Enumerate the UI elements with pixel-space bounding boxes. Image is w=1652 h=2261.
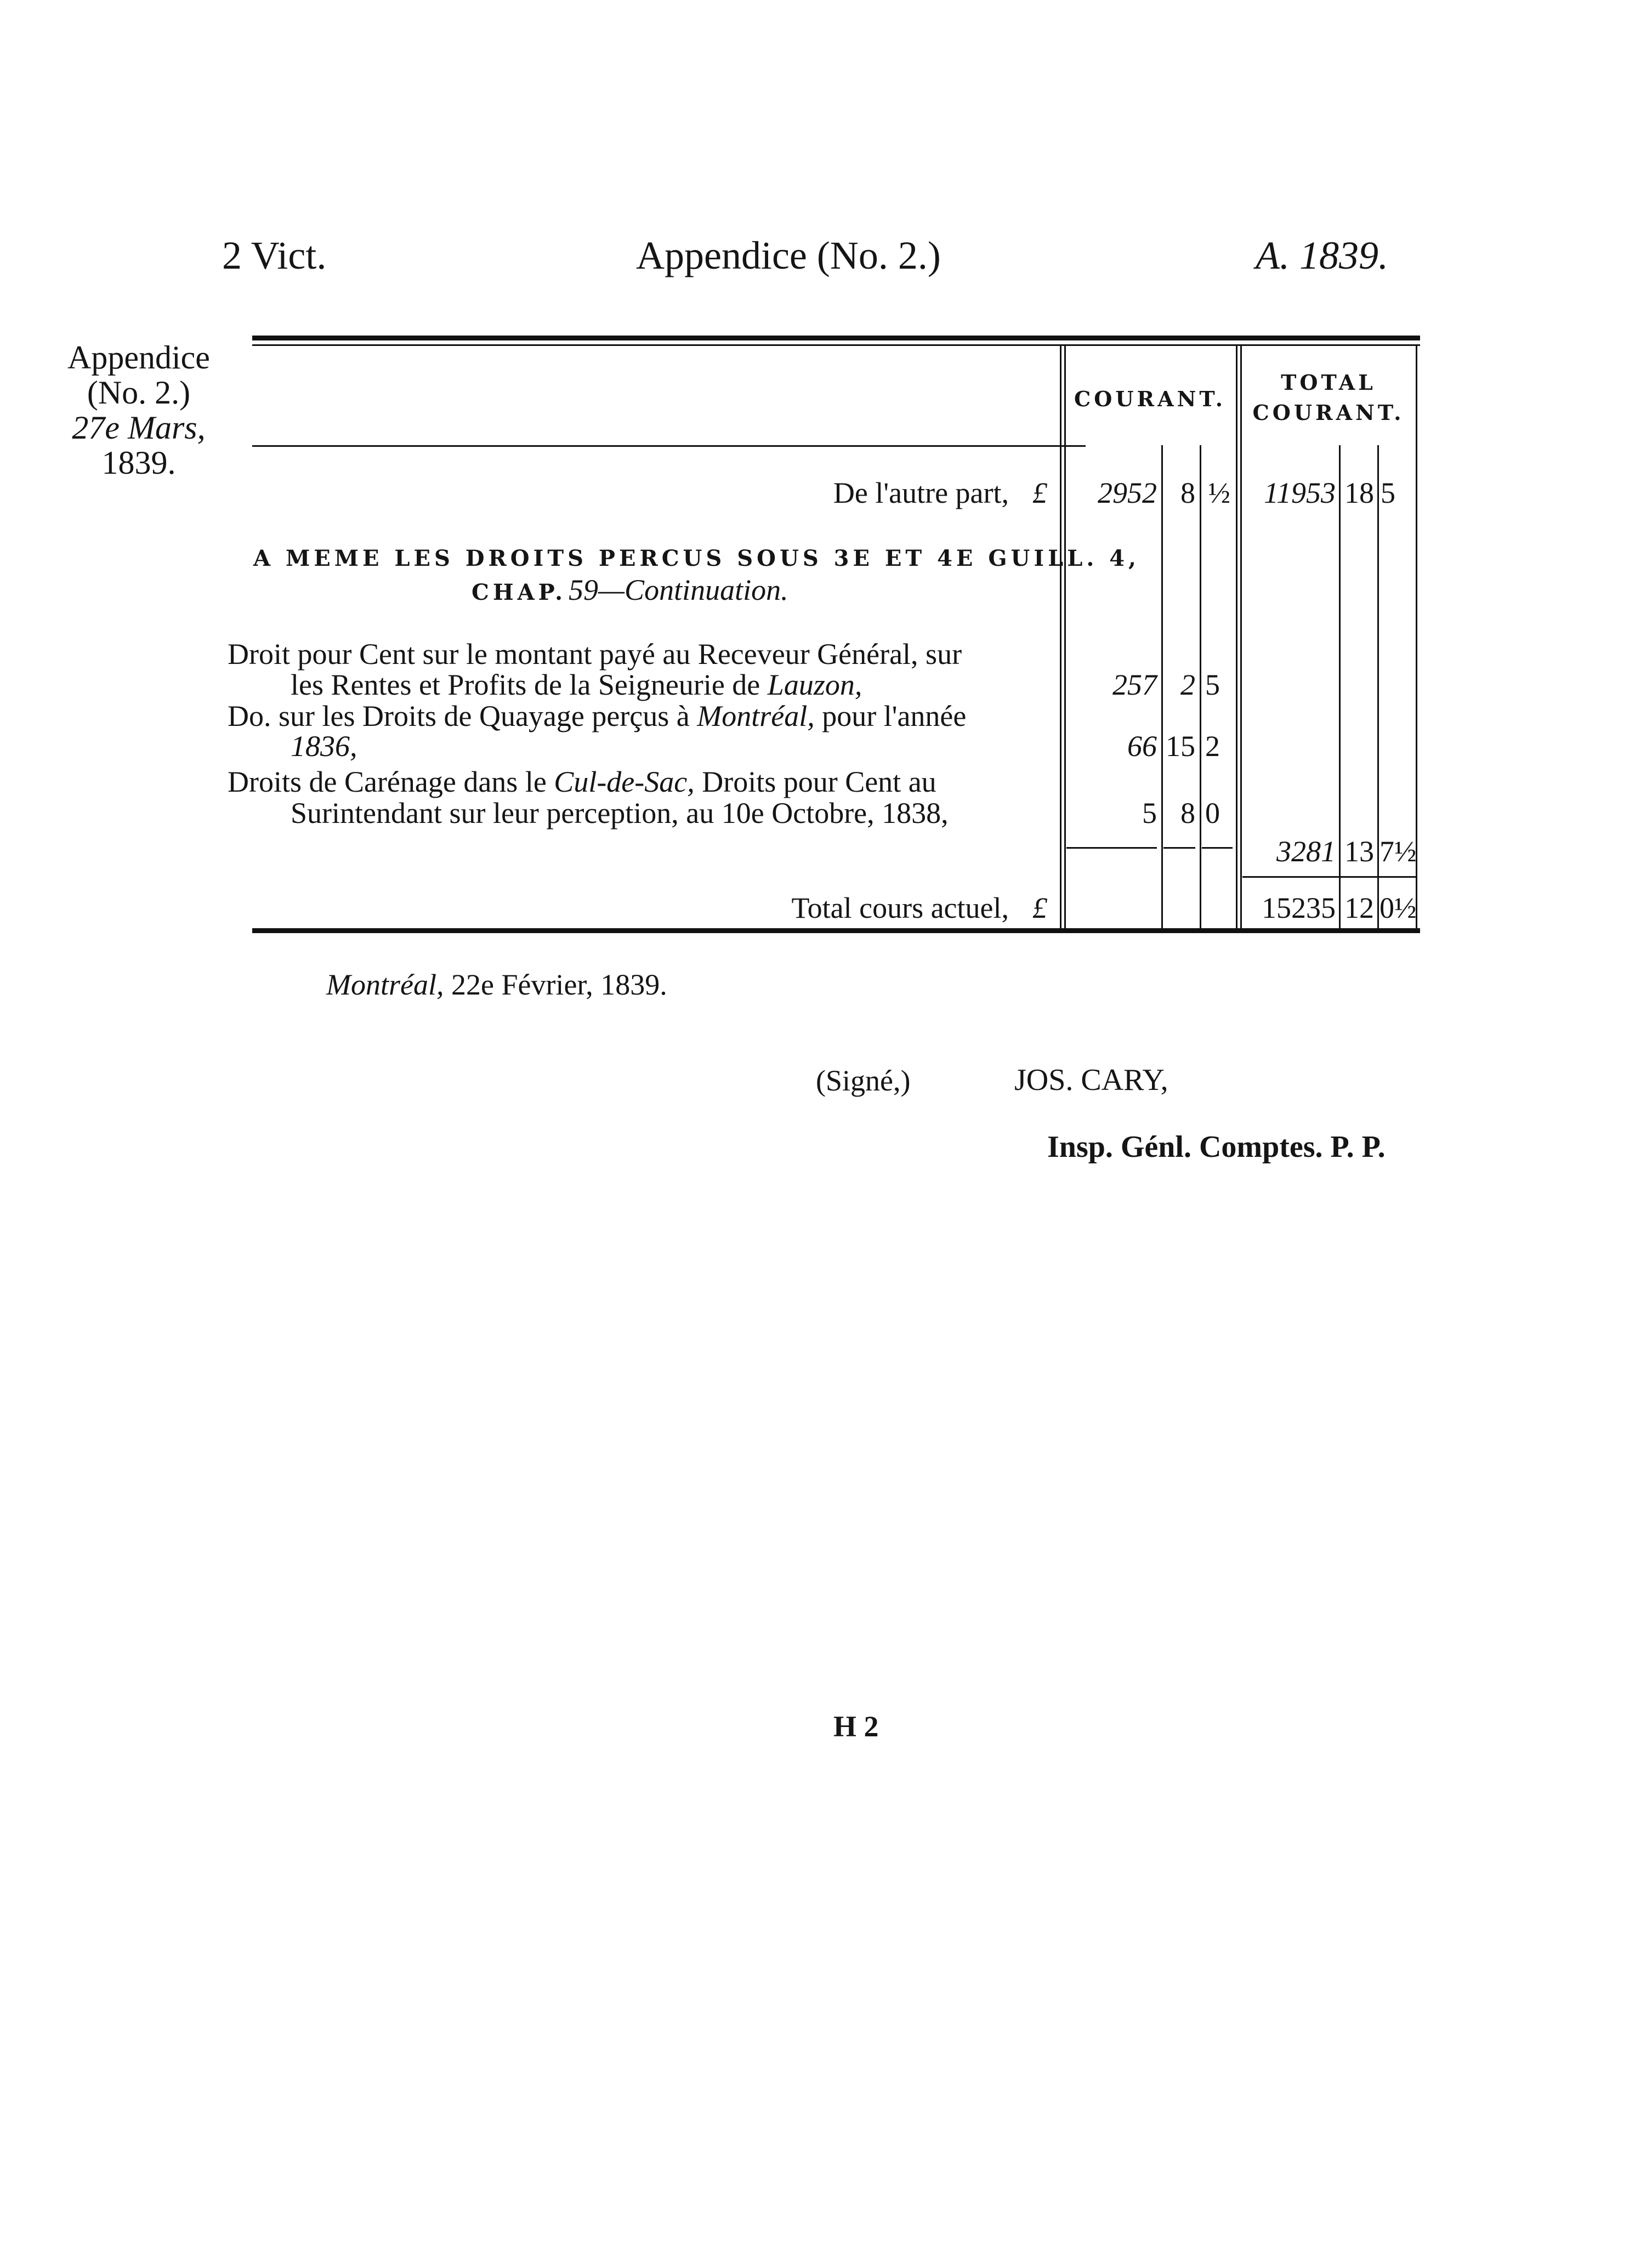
col-line-currency-2 <box>1064 344 1066 931</box>
margin-note-appendix: Appendice <box>67 339 210 376</box>
col-line-c-shillings <box>1161 445 1163 931</box>
item-3-line1-text: Droits de Carénage dans le <box>228 765 554 798</box>
subtotal-rule <box>1242 876 1416 878</box>
col-line-t-pence <box>1377 445 1379 931</box>
item-1-line2-text: les Rentes et Profits de la Seigneurie de <box>291 668 768 701</box>
margin-note-year: 1839. <box>101 445 176 481</box>
carried-label: De l'autre part, <box>833 476 1009 509</box>
item-2-line1-end: pour l'année <box>814 700 967 732</box>
margin-note-number: (No. 2.) <box>87 374 191 411</box>
total-t-pounds: 15235 <box>1262 891 1336 924</box>
header-regnal-year: 2 Vict. <box>222 234 327 277</box>
table-bottom-rule <box>252 928 1420 933</box>
item-1-pounds: 257 <box>1112 668 1157 701</box>
signatory-title: Insp. Génl. Comptes. P. P. <box>1047 1130 1386 1164</box>
carried-t-pence: 5 <box>1381 476 1395 509</box>
section-heading-line2 <box>472 573 788 607</box>
footer-signature-mark: H 2 <box>833 1710 879 1743</box>
item-3-line1-place: Cul-de-Sac, <box>554 765 695 798</box>
total-currency: £ <box>1032 891 1047 924</box>
margin-note-date: 27e Mars, <box>72 410 206 446</box>
item-2-pence: 2 <box>1205 730 1220 763</box>
sum-rule-c-shillings <box>1163 847 1195 849</box>
margin-note <box>65 340 213 480</box>
header-year: A. 1839. <box>1256 234 1388 277</box>
item-3-line1-end: Droits pour Cent au <box>694 765 936 798</box>
item-1-line2 <box>291 668 862 702</box>
item-1-line1: Droit pour Cent sur le montant payé au Receveur Général, sur <box>228 638 962 671</box>
item-2-line1-text: Do. sur les Droits de Quayage perçus à <box>228 700 697 732</box>
col-line-total-2 <box>1240 344 1242 931</box>
place-date <box>326 968 667 1002</box>
item-3-pence: 0 <box>1205 797 1220 830</box>
header-appendix-title: Appendice (No. 2.) <box>636 234 941 277</box>
col-header-courant: COURANT. <box>1074 387 1226 411</box>
table-header-rule <box>252 445 1086 447</box>
carried-c-shillings: 8 <box>1180 476 1195 509</box>
col-line-total <box>1236 344 1237 931</box>
table-top-rule-thin <box>252 344 1420 346</box>
section-heading-chap: CHAP. <box>472 580 567 605</box>
item-3-shillings: 8 <box>1180 797 1195 830</box>
col-line-currency <box>1060 344 1061 931</box>
col-line-c-pence <box>1200 445 1201 931</box>
place: Montréal, <box>326 968 444 1001</box>
item-3-line1 <box>228 765 936 799</box>
item-2-line2: 1836, <box>291 730 357 763</box>
total-label: Total cours actuel, <box>791 891 1009 924</box>
carried-t-pounds: 11953 <box>1264 476 1336 509</box>
carried-c-pounds: 2952 <box>1098 476 1157 509</box>
section-heading-line1: A MEME LES DROITS PERCUS SOUS 3E ET 4E GUILL. 4, <box>253 546 1140 571</box>
signed-note: (Signé,) <box>816 1064 911 1097</box>
total-t-shillings: 12 <box>1344 891 1374 924</box>
col-line-t-shillings <box>1339 445 1341 931</box>
date: 22e Février, 1839. <box>451 968 667 1001</box>
item-3-line2: Surintendant sur leur perception, au 10e Octobre, 1838, <box>291 797 949 830</box>
subtotal-t-pence: 7½ <box>1379 835 1417 868</box>
col-header-total-1: TOTAL <box>1281 370 1376 395</box>
section-heading-continuation: 59—Continuation. <box>569 573 788 606</box>
item-1-pence: 5 <box>1205 668 1220 701</box>
carried-c-pence: ½ <box>1208 476 1230 509</box>
carried-currency: £ <box>1032 476 1047 509</box>
item-1-line2-place: Lauzon, <box>767 668 862 701</box>
col-header-total-2: COURANT. <box>1252 400 1405 425</box>
subtotal-t-shillings: 13 <box>1344 835 1374 868</box>
total-t-pence: 0½ <box>1379 891 1417 924</box>
item-3-pounds: 5 <box>1142 797 1157 830</box>
sum-rule-c-pounds <box>1066 847 1157 849</box>
subtotal-t-pounds: 3281 <box>1276 835 1336 868</box>
signatory-name: JOS. CARY, <box>1014 1063 1168 1097</box>
carried-t-shillings: 18 <box>1344 476 1374 509</box>
sum-rule-c-pence <box>1202 847 1233 849</box>
item-2-shillings: 15 <box>1166 730 1195 763</box>
item-2-pounds: 66 <box>1127 730 1157 763</box>
table-top-rule <box>252 336 1420 340</box>
item-2-line1-place: Montréal, <box>697 700 815 732</box>
item-2-line1 <box>228 699 966 733</box>
item-1-shillings: 2 <box>1180 668 1195 701</box>
